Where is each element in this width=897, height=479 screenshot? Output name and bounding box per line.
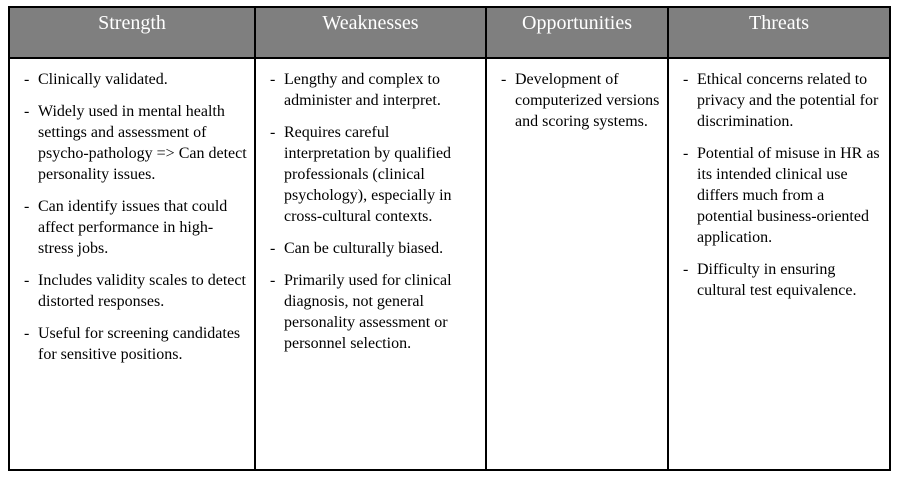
- list-item-text: Can identify issues that could affect performance in high-stress jobs.: [38, 198, 228, 257]
- column-body: [256, 59, 485, 469]
- bullet-dash: -: [24, 272, 30, 289]
- list-item: [262, 69, 480, 111]
- list-item-text: Clinically validated.: [38, 71, 168, 88]
- list-item-text: Useful for screening candidates for sensitive positions.: [38, 325, 241, 363]
- column-strength: [10, 8, 256, 469]
- bullet-dash: -: [683, 261, 689, 278]
- list-item-text: Primarily used for clinical diagnosis, not general personality assessment or personnel selection.: [284, 272, 452, 352]
- list-item: [16, 101, 249, 185]
- bullet-dash: -: [24, 198, 30, 215]
- list-item: [262, 270, 480, 354]
- list-item-text: Lengthy and complex to administer and interpret.: [284, 71, 441, 109]
- list-item-text: Ethical concerns related to privacy and the potential for discrimination.: [697, 71, 879, 130]
- bullet-dash: -: [24, 325, 30, 342]
- list-item: [675, 259, 884, 301]
- column-header: Strength: [10, 8, 254, 59]
- bullet-dash: -: [683, 145, 689, 162]
- column-opportunities: [487, 8, 669, 469]
- bullet-dash: -: [270, 272, 276, 289]
- column-header: Opportunities: [487, 8, 667, 59]
- list-item-text: Difficulty in ensuring cultural test equivalence.: [697, 261, 857, 299]
- list-item: [675, 69, 884, 132]
- swot-table: [8, 6, 891, 471]
- column-header: Threats: [669, 8, 889, 59]
- column-threats: [669, 8, 889, 469]
- column-body: [669, 59, 889, 469]
- list-item-text: Includes validity scales to detect distorted responses.: [38, 272, 246, 310]
- list-item: [262, 238, 480, 259]
- column-weaknesses: [256, 8, 487, 469]
- bullet-dash: -: [501, 71, 507, 88]
- bullet-dash: -: [270, 240, 276, 257]
- list-item-text: Requires careful interpretation by qualified professionals (clinical psychology), especially in cross-cultural contexts.: [284, 124, 452, 225]
- list-item: [262, 122, 480, 227]
- list-item: [16, 270, 249, 312]
- column-body: [487, 59, 667, 469]
- bullet-dash: -: [683, 71, 689, 88]
- list-item: [16, 323, 249, 365]
- bullet-dash: -: [24, 71, 30, 88]
- list-item: [493, 69, 662, 132]
- bullet-dash: -: [24, 103, 30, 120]
- bullet-dash: -: [270, 71, 276, 88]
- bullet-dash: -: [270, 124, 276, 141]
- list-item: [16, 69, 249, 90]
- list-item-text: Development of computerized versions and scoring systems.: [515, 71, 660, 130]
- column-header: Weaknesses: [256, 8, 485, 59]
- list-item-text: Can be culturally biased.: [284, 240, 444, 257]
- list-item: [16, 196, 249, 259]
- list-item-text: Widely used in mental health settings and assessment of psycho-pathology => Can detect personality issues.: [38, 103, 247, 183]
- column-body: [10, 59, 254, 469]
- list-item-text: Potential of misuse in HR as its intended clinical use differs much from a potential business-oriented application.: [697, 145, 880, 246]
- list-item: [675, 143, 884, 248]
